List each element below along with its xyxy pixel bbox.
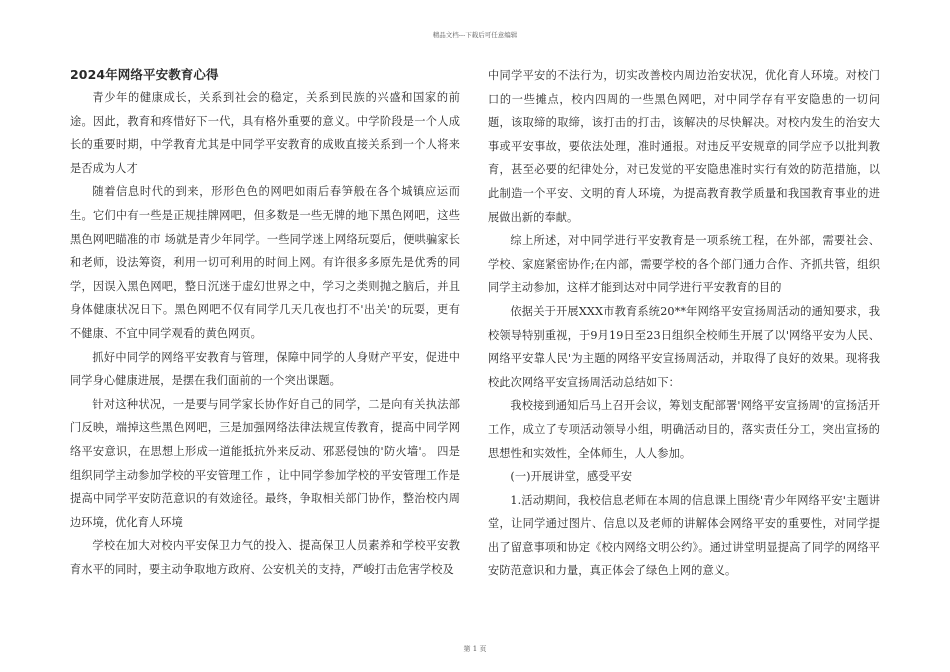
document-title: 2024年网络平安教育心得: [70, 67, 219, 82]
paragraph: 青少年的健康成长，关系到社会的稳定，关系到民族的兴盛和国家的前途。因此，教育和疼惜好下一代，具有格外重要的意义。中学阶段是一个人成长的重要时期，中学教育尤其是中同学平安教育的成败直接关系到一个人将来是否成为人才: [70, 91, 460, 175]
paragraph-continuation: 中同学平安的不法行为，切实改善校内周边治安状况，优化育人环境。对校门口的一些摊点，校内四周的一些黑色网吧，对中同学存有平安隐患的一切问题，该取缔的取缔，该打击的打击，该解决的尽快解决。对校内发生的治安大事或平安事故，要依法处理，准时通报。对违反平安规章的同学应予以批判教育，甚至必要的纪律处分，对已发觉的平安隐患准时实行有效的防范措施，以此制造一个平安、文明的育人环境，为提高教育教学质量和我国教育事业的进展做出新的奉献。: [488, 69, 880, 224]
paragraph: 我校接到通知后马上召开会议，筹划支配部署'网络平安宣扬周'的宣扬活开工作，成立了专项活动领导小组，明确活动目的，落实责任分工，突出宣扬的思想性和实效性，全体师生，人人参加。: [488, 399, 880, 460]
paragraph: 综上所述，对中同学进行平安教育是一项系统工程，在外部，需要社会、学校、家庭紧密协作;在内部，需要学校的各个部门通力合作、齐抓共管，组织同学主动参加，这样才能到达对中同学进行平安教育的目的: [488, 234, 880, 295]
paragraph: 依据关于开展XXX市教育系统20**年网络平安宣扬周活动的通知要求，我校领导特别重视，于9月19日至23日组织全校师生开展了以'网络平安为人民、网络平安靠人民'为主题的网络平安宣扬周活动，并取得了良好的效果。现将我校此次网络平安宣扬周活动总结如下：: [488, 304, 880, 389]
right-column: [488, 64, 880, 583]
paragraph: 学校在加大对校内平安保卫力气的投入、提高保卫人员素养和学校平安教育水平的同时，要主动争取地方政府、公安机关的支持，严峻打击危害学校及: [70, 539, 460, 576]
page-number: 第 1 页: [463, 645, 487, 653]
paragraph: 1.活动期间，我校信息老师在本周的信息课上围绕'青少年网络平安'主题讲堂，让同学通过图片、信息以及老师的讲解体会网络平安的重要性，对同学提出了留意事项和协定《校内网络文明公约》。通过讲堂明显提高了同学的网络平安防范意识和力量，真正体会了绿色上网的意义。: [488, 493, 880, 578]
page-header-note: 精品文档---下载后可任意编辑: [432, 31, 518, 39]
section-heading: (一)开展讲堂，感受平安: [510, 470, 633, 484]
paragraph: 针对这种状况，一是要与同学家长协作好自己的同学，二是向有关执法部门反映，端掉这些黑色网吧，三是加强网络法律法规宣传教育，提高中同学网络平安意识，在思想上形成一道能抵抗外来反动、邪恶侵蚀的'防火墙'。 四是组织同学主动参加学校的平安管理工作 ，让中同学参加学校的平安管理工作是提高中同学平安防范意识的有效途径。最终，争取相关部门协作，整治校内周边环境，优化育人环境: [70, 397, 460, 529]
paragraph: 抓好中同学的网络平安教育与管理，保障中同学的人身财产平安，促进中同学身心健康进展，是摆在我们面前的一个突出课题。: [70, 350, 460, 388]
left-column: [70, 64, 460, 581]
paragraph: 随着信息时代的到来，形形色色的网吧如雨后春笋般在各个城镇应运而生。它们中有一些是正规挂牌网吧，但多数是一些无牌的地下黑色网吧，这些黑色网吧瞄准的市 场就是青少年同学。一些同学迷上网络玩耍后，便哄骗家长和老师，设法筹资，利用一切可利用的时间上网。有许很多多原先是优秀的同学，因误入黑色网吧，整日沉迷于虚幻世界之中，学习之类则抛之脑后，并且身体健康状况日下。黑色网吧不仅有同学几天几夜也打不'出关'的玩耍，更有不健康、不宜中同学观看的黄色网页。: [70, 185, 460, 340]
